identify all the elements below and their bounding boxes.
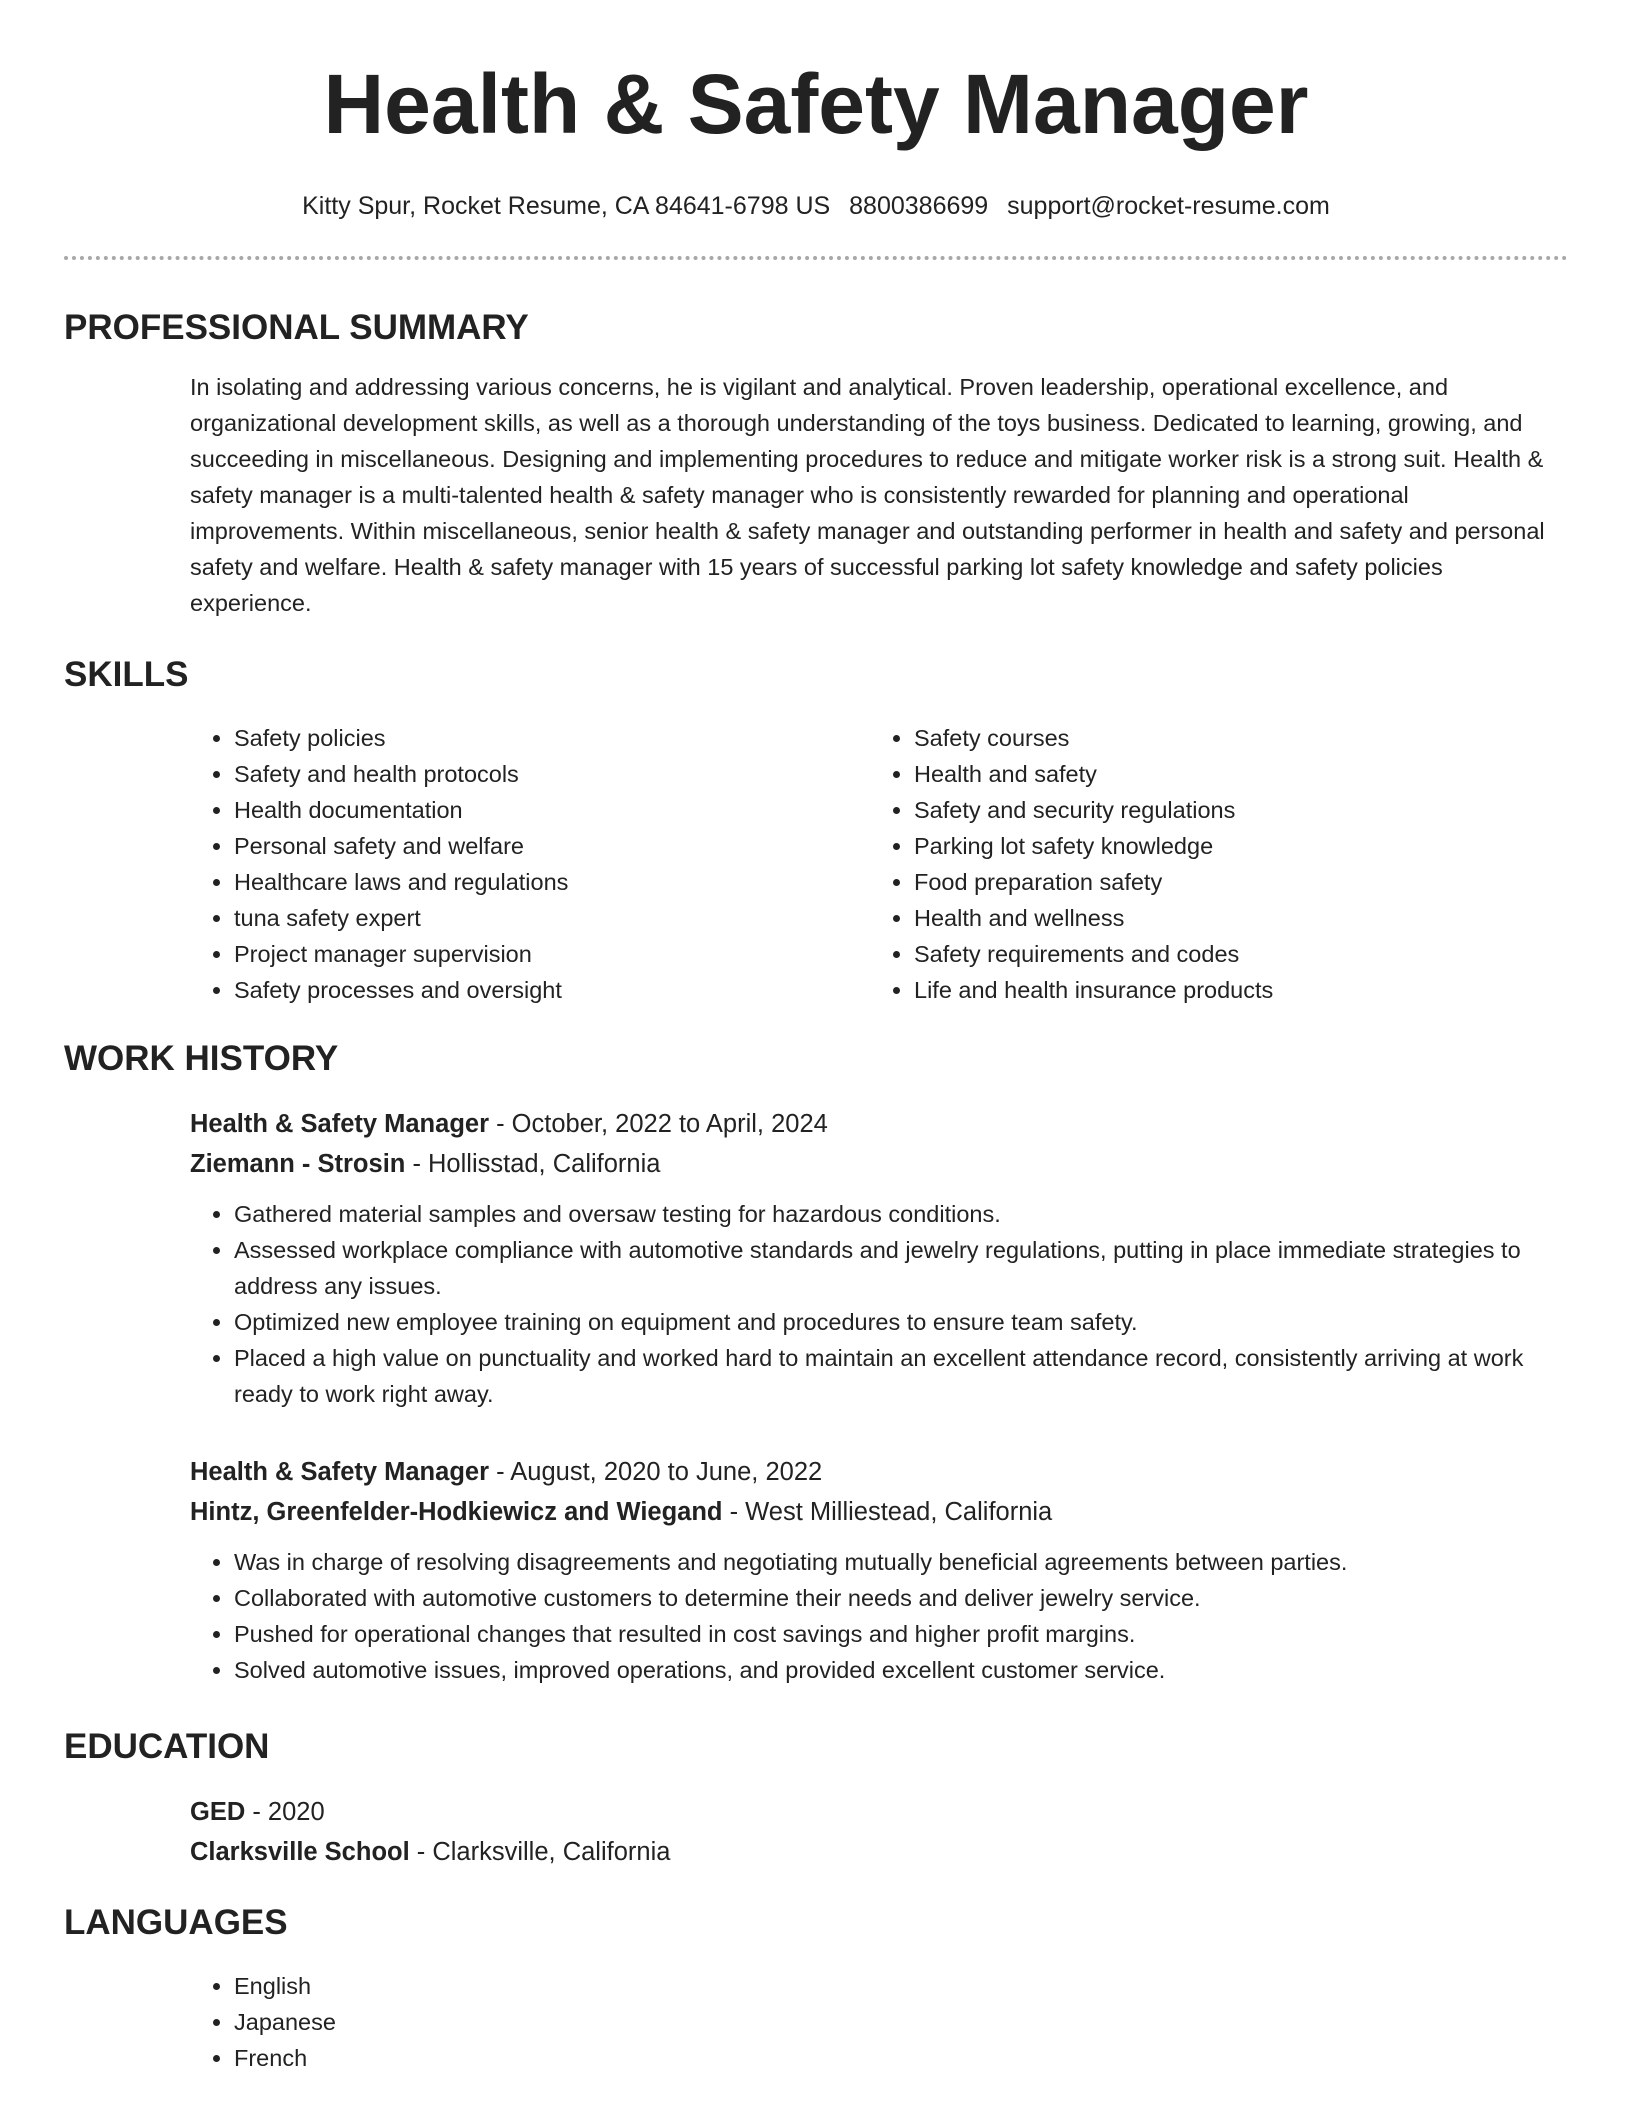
skill-item: • Life and health insurance products	[914, 972, 1550, 1008]
job-title: Health & Safety Manager	[190, 1110, 490, 1138]
job-duties	[190, 1196, 1568, 1412]
education-section	[64, 1792, 1568, 1872]
job-title-line	[190, 1104, 1568, 1144]
job-dates: - August, 2020 to June, 2022	[489, 1458, 823, 1486]
job-company: Ziemann - Strosin	[190, 1150, 406, 1178]
language-item: • French	[234, 2040, 1568, 2076]
skills-section	[64, 720, 1568, 1008]
header-divider	[64, 256, 1568, 260]
contact-line	[64, 190, 1568, 222]
job-duty: • Placed a high value on punctuality and worked hard to maintain an excellent attendance record, consistently arriving at work ready to work right away.	[234, 1340, 1568, 1412]
job-company: Hintz, Greenfelder-Hodkiewicz and Wiegand	[190, 1498, 723, 1526]
job-duty: • Optimized new employee training on equipment and procedures to ensure team safety.	[234, 1304, 1568, 1340]
education-school: Clarksville School	[190, 1838, 410, 1866]
skill-item: • Safety and health protocols	[234, 756, 870, 792]
summary-heading: PROFESSIONAL SUMMARY	[64, 308, 529, 347]
job-company-line	[190, 1144, 1568, 1184]
resume-title: Health & Safety Manager	[323, 57, 1309, 151]
job-entry	[190, 1104, 1568, 1412]
summary-text: In isolating and addressing various concerns, he is vigilant and analytical. Proven leadership, operational excellence, and organizational development skills, as well as a thorough understanding of the toys business. Dedicated to learning, growing, and succeeding in miscellaneous. Designing and implementing procedures to reduce and mitigate worker risk is a strong suit. Health & safety manager is a multi-talented health & safety manager who is consistently rewarded for planning and operational improvements. Within miscellaneous, senior health & safety manager and outstanding performer in health and safety and personal safety and welfare. Health & safety manager with 15 years of successful parking lot safety knowledge and safety policies experience.	[190, 374, 1545, 616]
skill-item: • Personal safety and welfare	[234, 828, 870, 864]
job-duty: • Solved automotive issues, improved operations, and provided excellent customer service.	[234, 1652, 1568, 1688]
education-year: - 2020	[245, 1798, 325, 1826]
skill-item: • Project manager supervision	[234, 936, 870, 972]
job-location: - Hollisstad, California	[405, 1150, 661, 1178]
skill-item: • Health documentation	[234, 792, 870, 828]
job-company-line	[190, 1492, 1568, 1532]
job-location: - West Milliestead, California	[722, 1498, 1053, 1526]
education-degree-line	[190, 1792, 1568, 1832]
skills-column-right	[870, 720, 1550, 1008]
language-item: • English	[234, 1968, 1568, 2004]
language-item: • Japanese	[234, 2004, 1568, 2040]
skill-item: • Safety processes and oversight	[234, 972, 870, 1008]
contact-email: support@rocket-resume.com	[1007, 192, 1330, 220]
skill-item: • Safety policies	[234, 720, 870, 756]
skill-item: • Healthcare laws and regulations	[234, 864, 870, 900]
job-duties	[190, 1544, 1568, 1688]
contact-address: Kitty Spur, Rocket Resume, CA 84641-6798 US	[302, 192, 831, 220]
education-school-line	[190, 1832, 1568, 1872]
languages-heading: LANGUAGES	[64, 1903, 288, 1942]
job-duty: • Assessed workplace compliance with automotive standards and jewelry regulations, putting in place immediate strategies to address any issues.	[234, 1232, 1568, 1304]
skill-item: • tuna safety expert	[234, 900, 870, 936]
skills-heading: SKILLS	[64, 655, 189, 694]
work-history-section	[64, 1104, 1568, 1688]
job-title-line	[190, 1452, 1568, 1492]
skill-item: • Food preparation safety	[914, 864, 1550, 900]
job-title: Health & Safety Manager	[190, 1458, 490, 1486]
job-dates: - October, 2022 to April, 2024	[489, 1110, 828, 1138]
job-duty: • Pushed for operational changes that resulted in cost savings and higher profit margins.	[234, 1616, 1568, 1652]
skill-item: • Health and wellness	[914, 900, 1550, 936]
job-entry	[190, 1452, 1568, 1688]
job-duty: • Was in charge of resolving disagreements and negotiating mutually beneficial agreements between parties.	[234, 1544, 1568, 1580]
resume-header	[64, 0, 1568, 222]
skill-item: • Parking lot safety knowledge	[914, 828, 1550, 864]
skill-item: • Safety and security regulations	[914, 792, 1550, 828]
job-duty: • Gathered material samples and oversaw testing for hazardous conditions.	[234, 1196, 1568, 1232]
skill-item: • Safety requirements and codes	[914, 936, 1550, 972]
contact-phone: 8800386699	[849, 192, 989, 220]
skill-item: • Safety courses	[914, 720, 1550, 756]
skills-column-left	[190, 720, 870, 1008]
work-history-heading: WORK HISTORY	[64, 1039, 339, 1078]
education-degree: GED	[190, 1798, 246, 1826]
job-duty: • Collaborated with automotive customers to determine their needs and deliver jewelry service.	[234, 1580, 1568, 1616]
languages-section	[64, 1968, 1568, 2076]
education-location: - Clarksville, California	[409, 1838, 671, 1866]
skills-grid	[190, 720, 1568, 1008]
education-heading: EDUCATION	[64, 1727, 270, 1766]
skill-item: • Health and safety	[914, 756, 1550, 792]
